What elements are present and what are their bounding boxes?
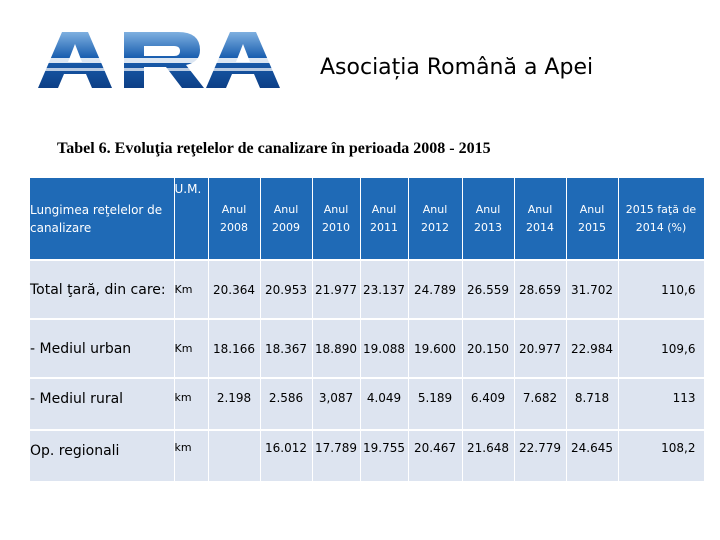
row-percent: 109,6 (618, 319, 704, 378)
table-cell: 22.779 (514, 430, 566, 481)
table-cell: 7.682 (514, 378, 566, 430)
table-cell: 18.367 (260, 319, 312, 378)
table-cell: 19.088 (360, 319, 408, 378)
table-cell: 8.718 (566, 378, 618, 430)
column-header: Anul 2009 (260, 178, 312, 260)
row-unit: Km (174, 260, 208, 319)
table-cell: 21.977 (312, 260, 360, 319)
table-cell: 19.600 (408, 319, 462, 378)
column-header: 2015 faţă de 2014 (%) (618, 178, 704, 260)
org-title: Asociația Română a Apei (320, 55, 594, 80)
table-cell: 23.137 (360, 260, 408, 319)
data-table-container (30, 178, 704, 481)
table-cell: 26.559 (462, 260, 514, 319)
table-cell: 20.467 (408, 430, 462, 481)
row-percent: 108,2 (618, 430, 704, 481)
row-percent: 113 (618, 378, 704, 430)
ara-logo (28, 18, 292, 100)
column-header: Lungimea reţelelor de canalizare (30, 178, 174, 260)
table-cell: 24.789 (408, 260, 462, 319)
table-cell: 6.409 (462, 378, 514, 430)
table-cell: 22.984 (566, 319, 618, 378)
table-cell: 2.586 (260, 378, 312, 430)
column-header: Anul 2012 (408, 178, 462, 260)
row-unit: Km (174, 319, 208, 378)
table-cell: 21.648 (462, 430, 514, 481)
row-unit: km (174, 430, 208, 481)
table-row (30, 260, 704, 319)
table-cell: 31.702 (566, 260, 618, 319)
column-header: Anul 2008 (208, 178, 260, 260)
row-percent: 110,6 (618, 260, 704, 319)
table-cell: 4.049 (360, 378, 408, 430)
table-cell: 16.012 (260, 430, 312, 481)
table-cell: 18.166 (208, 319, 260, 378)
table-row (30, 378, 704, 430)
table-cell: 24.645 (566, 430, 618, 481)
column-header: Anul 2015 (566, 178, 618, 260)
table-cell: 20.977 (514, 319, 566, 378)
row-unit: km (174, 378, 208, 430)
table-cell: 20.150 (462, 319, 514, 378)
table-caption: Tabel 6. Evoluţia reţelelor de canalizare în perioada 2008 - 2015 (57, 140, 491, 157)
row-label: Total ţară, din care: (30, 260, 174, 319)
column-header: Anul 2011 (360, 178, 408, 260)
row-label: - Mediul urban (30, 319, 174, 378)
table-cell: 20.364 (208, 260, 260, 319)
column-header: Anul 2014 (514, 178, 566, 260)
table-cell (208, 430, 260, 481)
table-row (30, 430, 704, 481)
table-cell: 19.755 (360, 430, 408, 481)
column-header: U.M. (174, 178, 208, 260)
table-cell: 18.890 (312, 319, 360, 378)
row-label: - Mediul rural (30, 378, 174, 430)
column-header: Anul 2013 (462, 178, 514, 260)
table-cell: 17.789 (312, 430, 360, 481)
column-header: Anul 2010 (312, 178, 360, 260)
table-cell: 28.659 (514, 260, 566, 319)
table-cell: 5.189 (408, 378, 462, 430)
table-row (30, 319, 704, 378)
table-cell: 20.953 (260, 260, 312, 319)
table-cell: 3,087 (312, 378, 360, 430)
canal-network-table (30, 178, 705, 481)
table-cell: 2.198 (208, 378, 260, 430)
row-label: Op. regionali (30, 430, 174, 481)
header-row (30, 178, 704, 260)
